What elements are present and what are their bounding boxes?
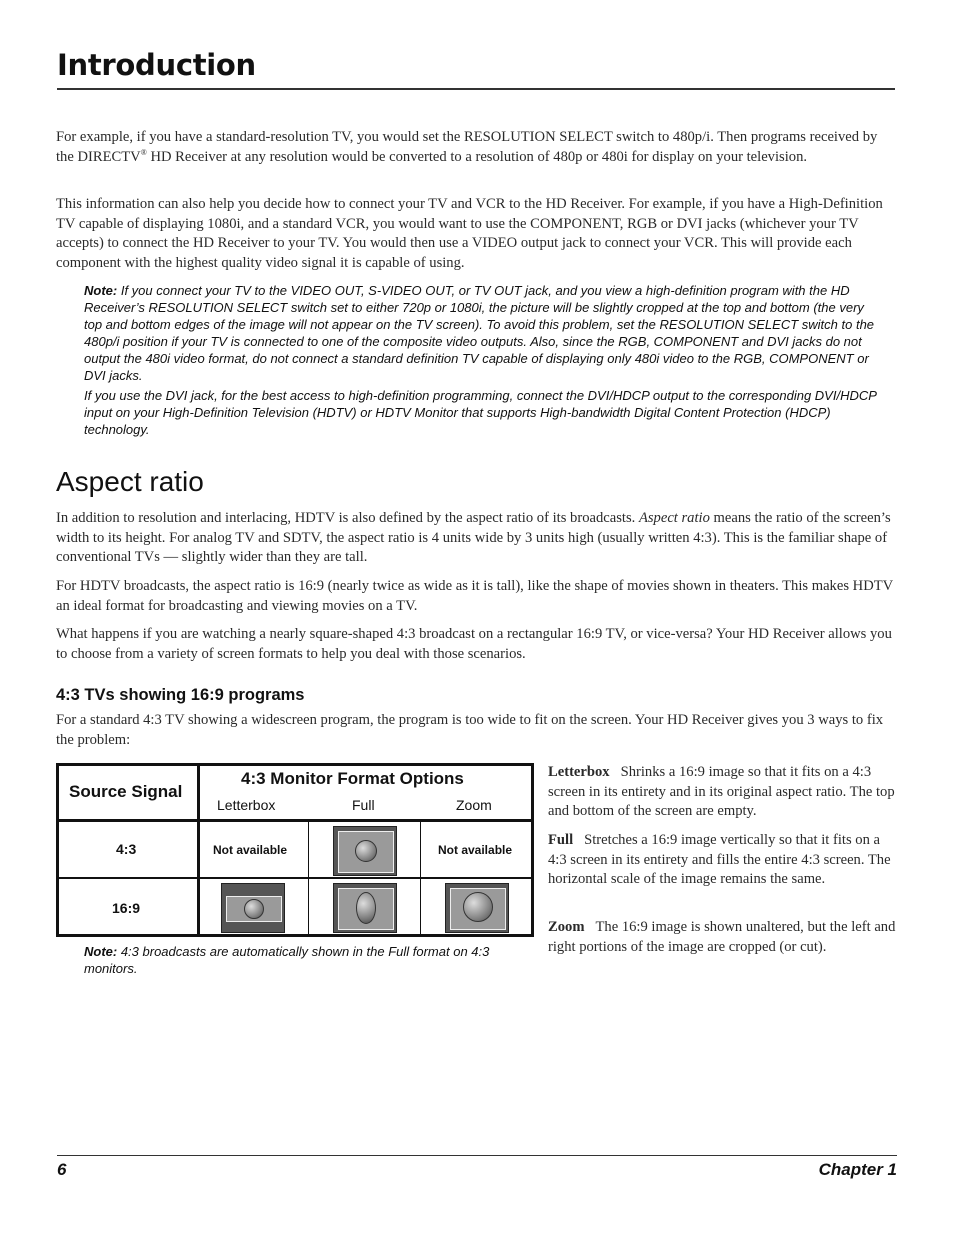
note-dvi-jack: If you use the DVI jack, for the best access to high-definition programming, connect the DVI/HDCP output to the corresponding DVI/HDCP input on your High-Definition Television (HDTV) or HDTV Monitor that supports High-bandwidth Digital Content Protection (HDCP) technology.	[84, 388, 877, 437]
aspect-paragraph-2: For HDTV broadcasts, the aspect ratio is 16:9 (nearly twice as wide as it is tall), like the shape of movies shown in theaters. This makes HDTV an ideal format for broadcasting and viewing movies on a TV.	[56, 578, 893, 614]
format-desc-letterbox: Letterbox Shrinks a 16:9 image so that it fits on a 4:3 screen in its entirety and in its original aspect ratio. The top and bottom of the screen are empty.	[548, 764, 895, 819]
tv-4-3-full-icon	[333, 826, 397, 876]
format-desc-zoom: Zoom The 16:9 image is shown unaltered, but the left and right portions of the image are cropped (or cut).	[548, 919, 896, 955]
source-signal-header: Source Signal	[69, 782, 183, 801]
monitor-format-options-header: 4:3 Monitor Format Options	[241, 769, 464, 788]
column-full: Full	[352, 797, 375, 813]
row-label-16-9: 16:9	[112, 900, 141, 916]
tv-16-9-full-icon	[333, 883, 397, 933]
tv-16-9-letterbox-icon	[221, 883, 285, 933]
format-desc-full: Full Stretches a 16:9 image vertically so that it fits on a 4:3 screen in its entirety and fills the entire 4:3 screen. The horizontal scale of the image remains the same.	[548, 832, 891, 887]
cell-4-3-letterbox: Not available	[213, 843, 288, 857]
subsection-title: 4:3 TVs showing 16:9 programs	[56, 686, 305, 704]
intro-paragraph-2: This information can also help you decide how to connect your TV and VCR to the HD Receiver. For example, if you have a High-Definition TV capable of displaying 1080i, and a standard VCR, you would want to use the COMPONENT, RGB or DVI jacks (whichever your TV accepts) to connect the HD Receiver to your TV. You would then use a VIDEO output jack to connect your VCR. This will provide each component with the highest quality video signal it is capable of using.	[56, 196, 883, 271]
column-letterbox: Letterbox	[217, 797, 276, 813]
header-rule	[57, 88, 895, 90]
note-resolution-select: Note: If you connect your TV to the VIDEO OUT, S-VIDEO OUT, or TV OUT jack, and you view a high-definition program with the HD Receiver’s RESOLUTION SELECT switch set to either 720p or 1080i, the picture will be slightly cropped at the top and bottom (the very top and bottom edges of the image will not appear on the TV screen). To avoid this problem, set the RESOLUTION SELECT switch to the 480p/i position if your TV is connected to one of the composite video outputs. Also, since the RGB, COMPONENT and DVI jacks do not output the 480i video format, do not connect a standard definition TV capable of displaying only 480i video to the RGB, COMPONENT or DVI jacks.	[84, 283, 875, 383]
section-title-aspect-ratio: Aspect ratio	[56, 466, 204, 497]
column-zoom: Zoom	[456, 797, 492, 813]
row-label-4-3: 4:3	[116, 841, 137, 857]
aspect-paragraph-1: In addition to resolution and interlacing, HDTV is also defined by the aspect ratio of its broadcasts. Aspect ratio means the ratio of the screen’s width to its height. For analog TV and SDTV, the aspect ratio is 4 units wide by 3 units high (usually written 4:3). This is the familiar shape of conventional TVs — slightly wider than they are tall.	[56, 510, 891, 565]
intro-paragraph-1: For example, if you have a standard-resolution TV, you would set the RESOLUTION SELECT switch to 480p/i. Then programs received by the DIRECTV® HD Receiver at any resolution would be converted to a resolution of 480p or 480i for display on your television.	[56, 129, 878, 165]
tv-16-9-zoom-icon	[445, 883, 509, 933]
format-options-table	[56, 763, 534, 937]
aspect-paragraph-3: What happens if you are watching a nearly square-shaped 4:3 broadcast on a rectangular 16:9 TV, or vice-versa? Your HD Receiver allows you to choose from a variety of screen formats to help you deal with those scenarios.	[56, 626, 892, 662]
subsection-paragraph: For a standard 4:3 TV showing a widescreen program, the program is too wide to fit on the screen. Your HD Receiver gives you 3 ways to fix the problem:	[56, 712, 884, 748]
cell-4-3-zoom: Not available	[438, 843, 513, 857]
page-header-title: Introduction	[57, 48, 256, 82]
registered-mark: ®	[140, 147, 147, 157]
table-note: Note: 4:3 broadcasts are automatically shown in the Full format on 4:3 monitors.	[84, 944, 490, 976]
footer-rule	[57, 1155, 897, 1156]
footer-chapter: Chapter 1	[818, 1160, 897, 1179]
footer-page-number: 6	[57, 1160, 67, 1179]
